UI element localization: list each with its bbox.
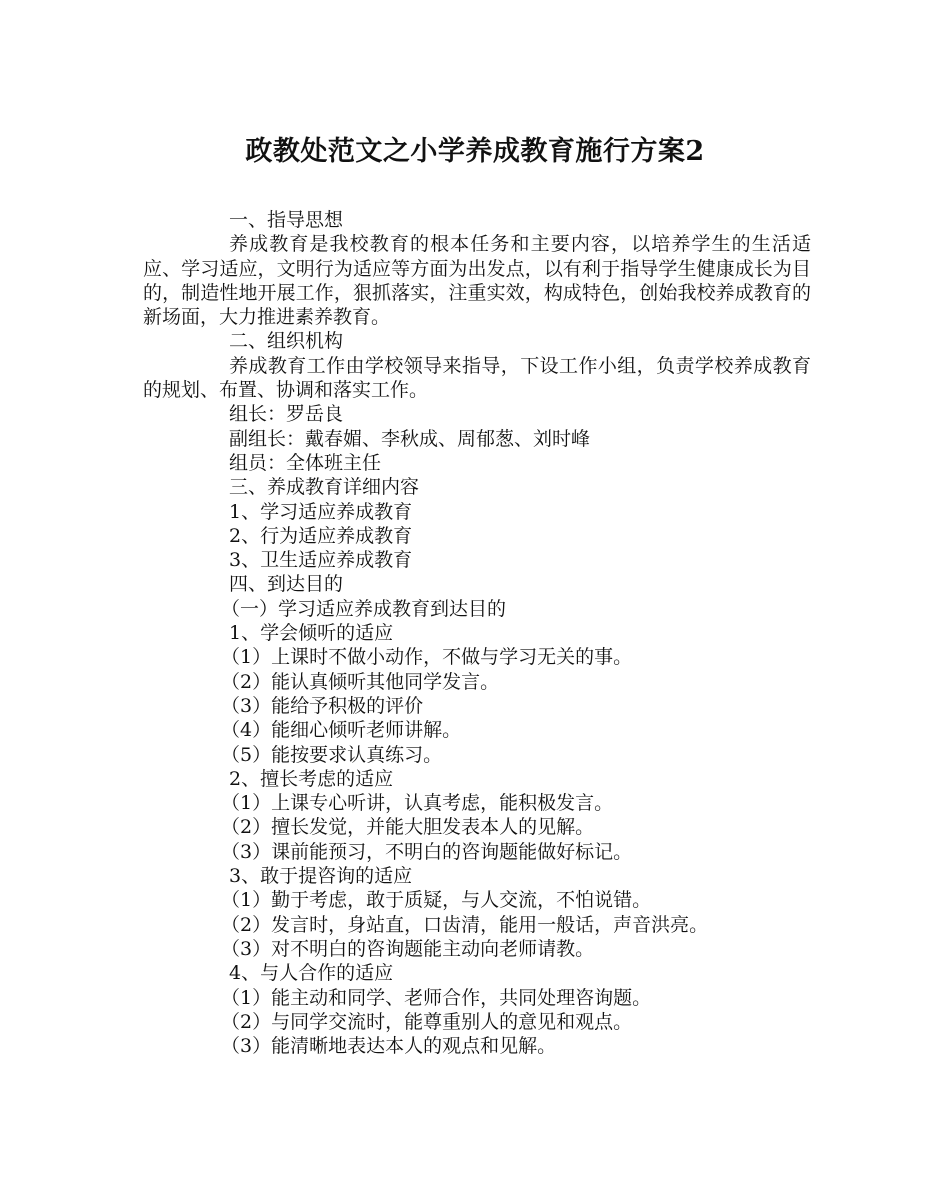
goal-item: （2）发言时，身站直，口齿清，能用一般话，声音洪亮。 [221,913,709,936]
goal-heading-cooperation: 4、与人合作的适应 [229,962,394,985]
goal-item: （2）擅长发觉，并能大胆发表本人的见解。 [221,816,595,839]
paragraph-organization: 养成教育工作由学校领导来指导，下设工作小组，负责学校养成教育的规划、布置、协调和落实工作。 [143,354,811,402]
paragraph-guiding-ideology: 养成教育是我校教育的根本任务和主要内容，以培养学生的生活适应、学习适应，文明行为适应等方面为出发点，以有利于指导学生健康成长为目的，制造性地开展工作，狠抓落实，注重实效，构成特色，创始我校养成教育的新场面，大力推进素养教育。 [143,233,811,329]
goal-heading-questioning: 3、敢于提咨询的适应 [229,865,413,888]
goal-item: （4）能细心倾听老师讲解。 [221,719,462,742]
goal-item: （1）勤于考虑，敢于质疑，与人交流，不怕说错。 [221,889,652,912]
document-title: 政教处范文之小学养成教育施行方案2 [245,136,705,167]
goal-heading-thinking: 2、擅长考虑的适应 [229,767,394,790]
goal-item: （3）对不明白的咨询题能主动向老师请教。 [221,937,595,960]
goal-item: （2）与同学交流时，能尊重别人的意见和观点。 [221,1010,633,1033]
goal-item: （1）上课时不做小动作，不做与学习无关的事。 [221,646,633,669]
goal-item: （2）能认真倾听其他同学发言。 [221,670,500,693]
section-heading-guiding-ideology: 一、指导思想 [229,209,344,231]
goal-item: （3）课前能预习，不明白的咨询题能做好标记。 [221,840,633,863]
section-heading-organization: 二、组织机构 [229,330,344,353]
group-leader: 组长：罗岳良 [229,403,344,426]
goal-item: （3）能给予积极的评价 [221,694,424,717]
section-heading-goals: 四、到达目的 [229,573,344,596]
content-item: 2、行为适应养成教育 [229,524,413,547]
goal-item: （3）能清晰地表达本人的观点和见解。 [221,1035,557,1058]
content-item: 3、卫生适应养成教育 [229,549,413,572]
goals-subheading: （一）学习适应养成教育到达目的 [221,597,507,620]
goal-heading-listening: 1、学会倾听的适应 [229,622,394,645]
goal-item: （5）能按要求认真练习。 [221,743,443,766]
document-body [143,208,811,1058]
group-members: 组员：全体班主任 [229,451,382,474]
content-item: 1、学习适应养成教育 [229,500,413,523]
vice-group-leaders: 副组长：戴春媚、李秋成、周郁葱、刘时峰 [229,427,591,450]
goal-item: （1）上课专心听讲，认真考虑，能积极发言。 [221,792,614,815]
section-heading-content: 三、养成教育详细内容 [229,476,420,499]
goal-item: （1）能主动和同学、老师合作，共同处理咨询题。 [221,986,652,1009]
